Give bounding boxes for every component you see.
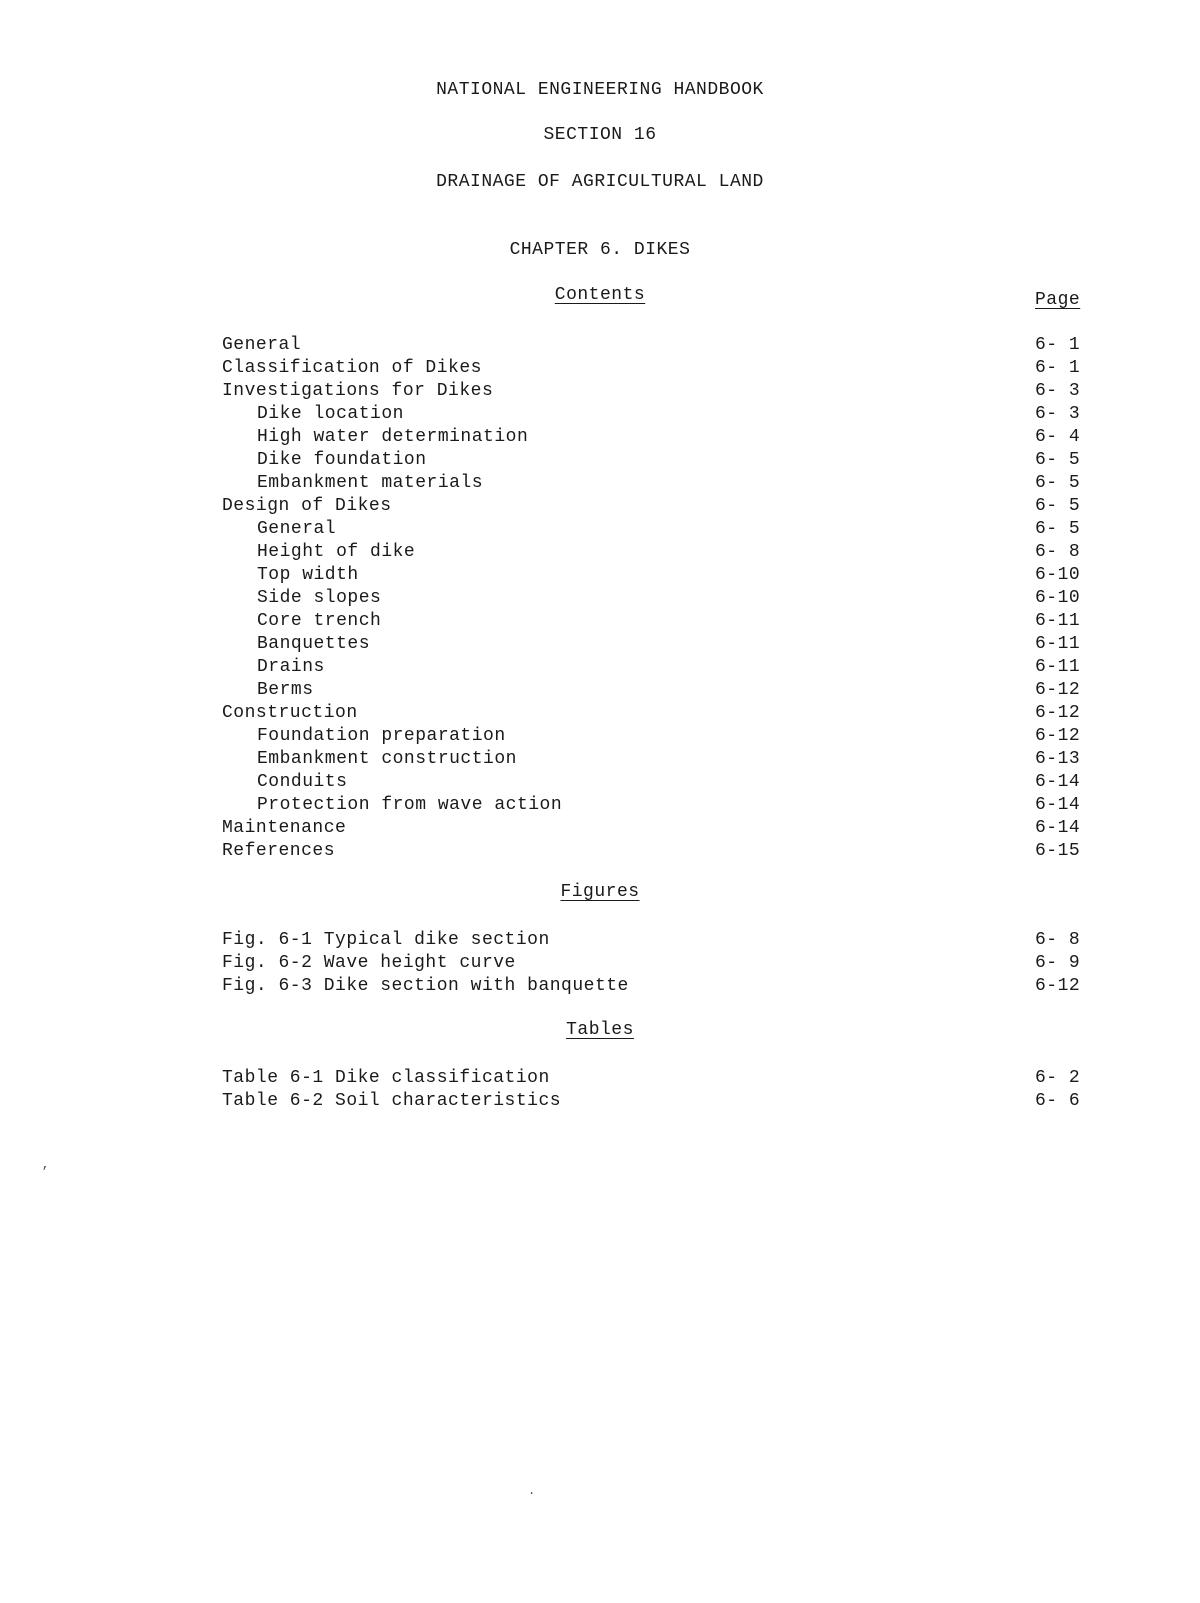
entry-page: 6- 1 bbox=[1035, 358, 1081, 378]
entry-text: Fig. 6-2 Wave height curve bbox=[222, 953, 516, 973]
entry-text: Drains bbox=[257, 657, 325, 677]
contents-entry bbox=[0, 749, 1200, 773]
entry-text: References bbox=[222, 841, 336, 861]
entry-text: Embankment materials bbox=[257, 473, 484, 493]
entry-page: 6-14 bbox=[1035, 772, 1081, 792]
entry-page: 6- 1 bbox=[1035, 335, 1081, 355]
contents-heading-text: Contents bbox=[554, 285, 646, 305]
entry-page: 6-14 bbox=[1035, 818, 1081, 838]
entry-page: 6-12 bbox=[1035, 976, 1081, 996]
page-column-heading: Page bbox=[1035, 290, 1081, 310]
entry-text: Core trench bbox=[257, 611, 382, 631]
entry-text: Side slopes bbox=[257, 588, 382, 608]
contents-entry bbox=[0, 680, 1200, 704]
entry-text: Banquettes bbox=[257, 634, 371, 654]
entry-page: 6- 9 bbox=[1035, 953, 1081, 973]
entry-text: Table 6-2 Soil characteristics bbox=[222, 1091, 562, 1111]
contents-entry bbox=[0, 726, 1200, 750]
entry-page: 6-13 bbox=[1035, 749, 1081, 769]
entry-text: Fig. 6-1 Typical dike section bbox=[222, 930, 550, 950]
entry-text: Maintenance bbox=[222, 818, 347, 838]
entry-page: 6- 5 bbox=[1035, 496, 1081, 516]
contents-entry bbox=[0, 473, 1200, 497]
entry-text: Fig. 6-3 Dike section with banquette bbox=[222, 976, 629, 996]
chapter-title: CHAPTER 6. DIKES bbox=[509, 240, 691, 260]
entry-text: Berms bbox=[257, 680, 314, 700]
entry-text: Foundation preparation bbox=[257, 726, 506, 746]
entry-page: 6- 6 bbox=[1035, 1091, 1081, 1111]
entry-page: 6-12 bbox=[1035, 726, 1081, 746]
entry-text: Investigations for Dikes bbox=[222, 381, 494, 401]
entry-page: 6- 2 bbox=[1035, 1068, 1081, 1088]
tables-heading bbox=[0, 1020, 1200, 1040]
entry-page: 6-10 bbox=[1035, 565, 1081, 585]
contents-entry bbox=[0, 634, 1200, 658]
entry-text: Dike foundation bbox=[257, 450, 427, 470]
contents-entry bbox=[0, 450, 1200, 474]
entry-page: 6-11 bbox=[1035, 657, 1081, 677]
contents-entry bbox=[0, 611, 1200, 635]
entry-text: Design of Dikes bbox=[222, 496, 392, 516]
entry-page: 6- 3 bbox=[1035, 381, 1081, 401]
contents-entry bbox=[0, 565, 1200, 589]
tables-heading-text: Tables bbox=[566, 1020, 634, 1040]
figures-heading-text: Figures bbox=[560, 882, 640, 902]
section-title: SECTION 16 bbox=[543, 125, 657, 145]
contents-entry bbox=[0, 496, 1200, 520]
contents-entry bbox=[0, 519, 1200, 543]
entry-text: Protection from wave action bbox=[257, 795, 563, 815]
entry-page: 6-12 bbox=[1035, 703, 1081, 723]
figure-entry bbox=[0, 953, 1200, 977]
figure-entry bbox=[0, 930, 1200, 954]
contents-entry bbox=[0, 381, 1200, 405]
entry-text: General bbox=[257, 519, 337, 539]
entry-page: 6-14 bbox=[1035, 795, 1081, 815]
contents-entry bbox=[0, 427, 1200, 451]
entry-page: 6-11 bbox=[1035, 611, 1081, 631]
section-subtitle: DRAINAGE OF AGRICULTURAL LAND bbox=[436, 172, 764, 192]
entry-page: 6-11 bbox=[1035, 634, 1081, 654]
figures-heading bbox=[0, 882, 1200, 902]
entry-text: Construction bbox=[222, 703, 358, 723]
contents-entry bbox=[0, 588, 1200, 612]
entry-text: Embankment construction bbox=[257, 749, 517, 769]
table-entry bbox=[0, 1091, 1200, 1115]
entry-page: 6-15 bbox=[1035, 841, 1081, 861]
contents-entry bbox=[0, 358, 1200, 382]
entry-text: Dike location bbox=[257, 404, 404, 424]
scan-mark: , bbox=[42, 1158, 50, 1172]
entry-text: Top width bbox=[257, 565, 359, 585]
contents-entry bbox=[0, 795, 1200, 819]
entry-page: 6- 4 bbox=[1035, 427, 1081, 447]
contents-entry bbox=[0, 335, 1200, 359]
entry-page: 6- 8 bbox=[1035, 542, 1081, 562]
contents-entry bbox=[0, 841, 1200, 865]
entry-page: 6- 5 bbox=[1035, 473, 1081, 493]
contents-entry bbox=[0, 657, 1200, 681]
contents-entry bbox=[0, 542, 1200, 566]
entry-page: 6- 5 bbox=[1035, 450, 1081, 470]
entry-page: 6- 3 bbox=[1035, 404, 1081, 424]
scan-mark: . bbox=[528, 1484, 536, 1498]
entry-text: Table 6-1 Dike classification bbox=[222, 1068, 550, 1088]
contents-entry bbox=[0, 772, 1200, 796]
table-entry bbox=[0, 1068, 1200, 1092]
entry-text: Conduits bbox=[257, 772, 348, 792]
entry-page: 6-10 bbox=[1035, 588, 1081, 608]
contents-heading bbox=[0, 285, 1200, 305]
entry-text: Classification of Dikes bbox=[222, 358, 482, 378]
contents-entry bbox=[0, 703, 1200, 727]
entry-text: High water determination bbox=[257, 427, 529, 447]
contents-entry bbox=[0, 818, 1200, 842]
entry-page: 6- 5 bbox=[1035, 519, 1081, 539]
entry-page: 6-12 bbox=[1035, 680, 1081, 700]
entry-page: 6- 8 bbox=[1035, 930, 1081, 950]
contents-entry bbox=[0, 404, 1200, 428]
handbook-title: NATIONAL ENGINEERING HANDBOOK bbox=[436, 80, 764, 100]
figure-entry bbox=[0, 976, 1200, 1000]
entry-text: General bbox=[222, 335, 302, 355]
entry-text: Height of dike bbox=[257, 542, 416, 562]
